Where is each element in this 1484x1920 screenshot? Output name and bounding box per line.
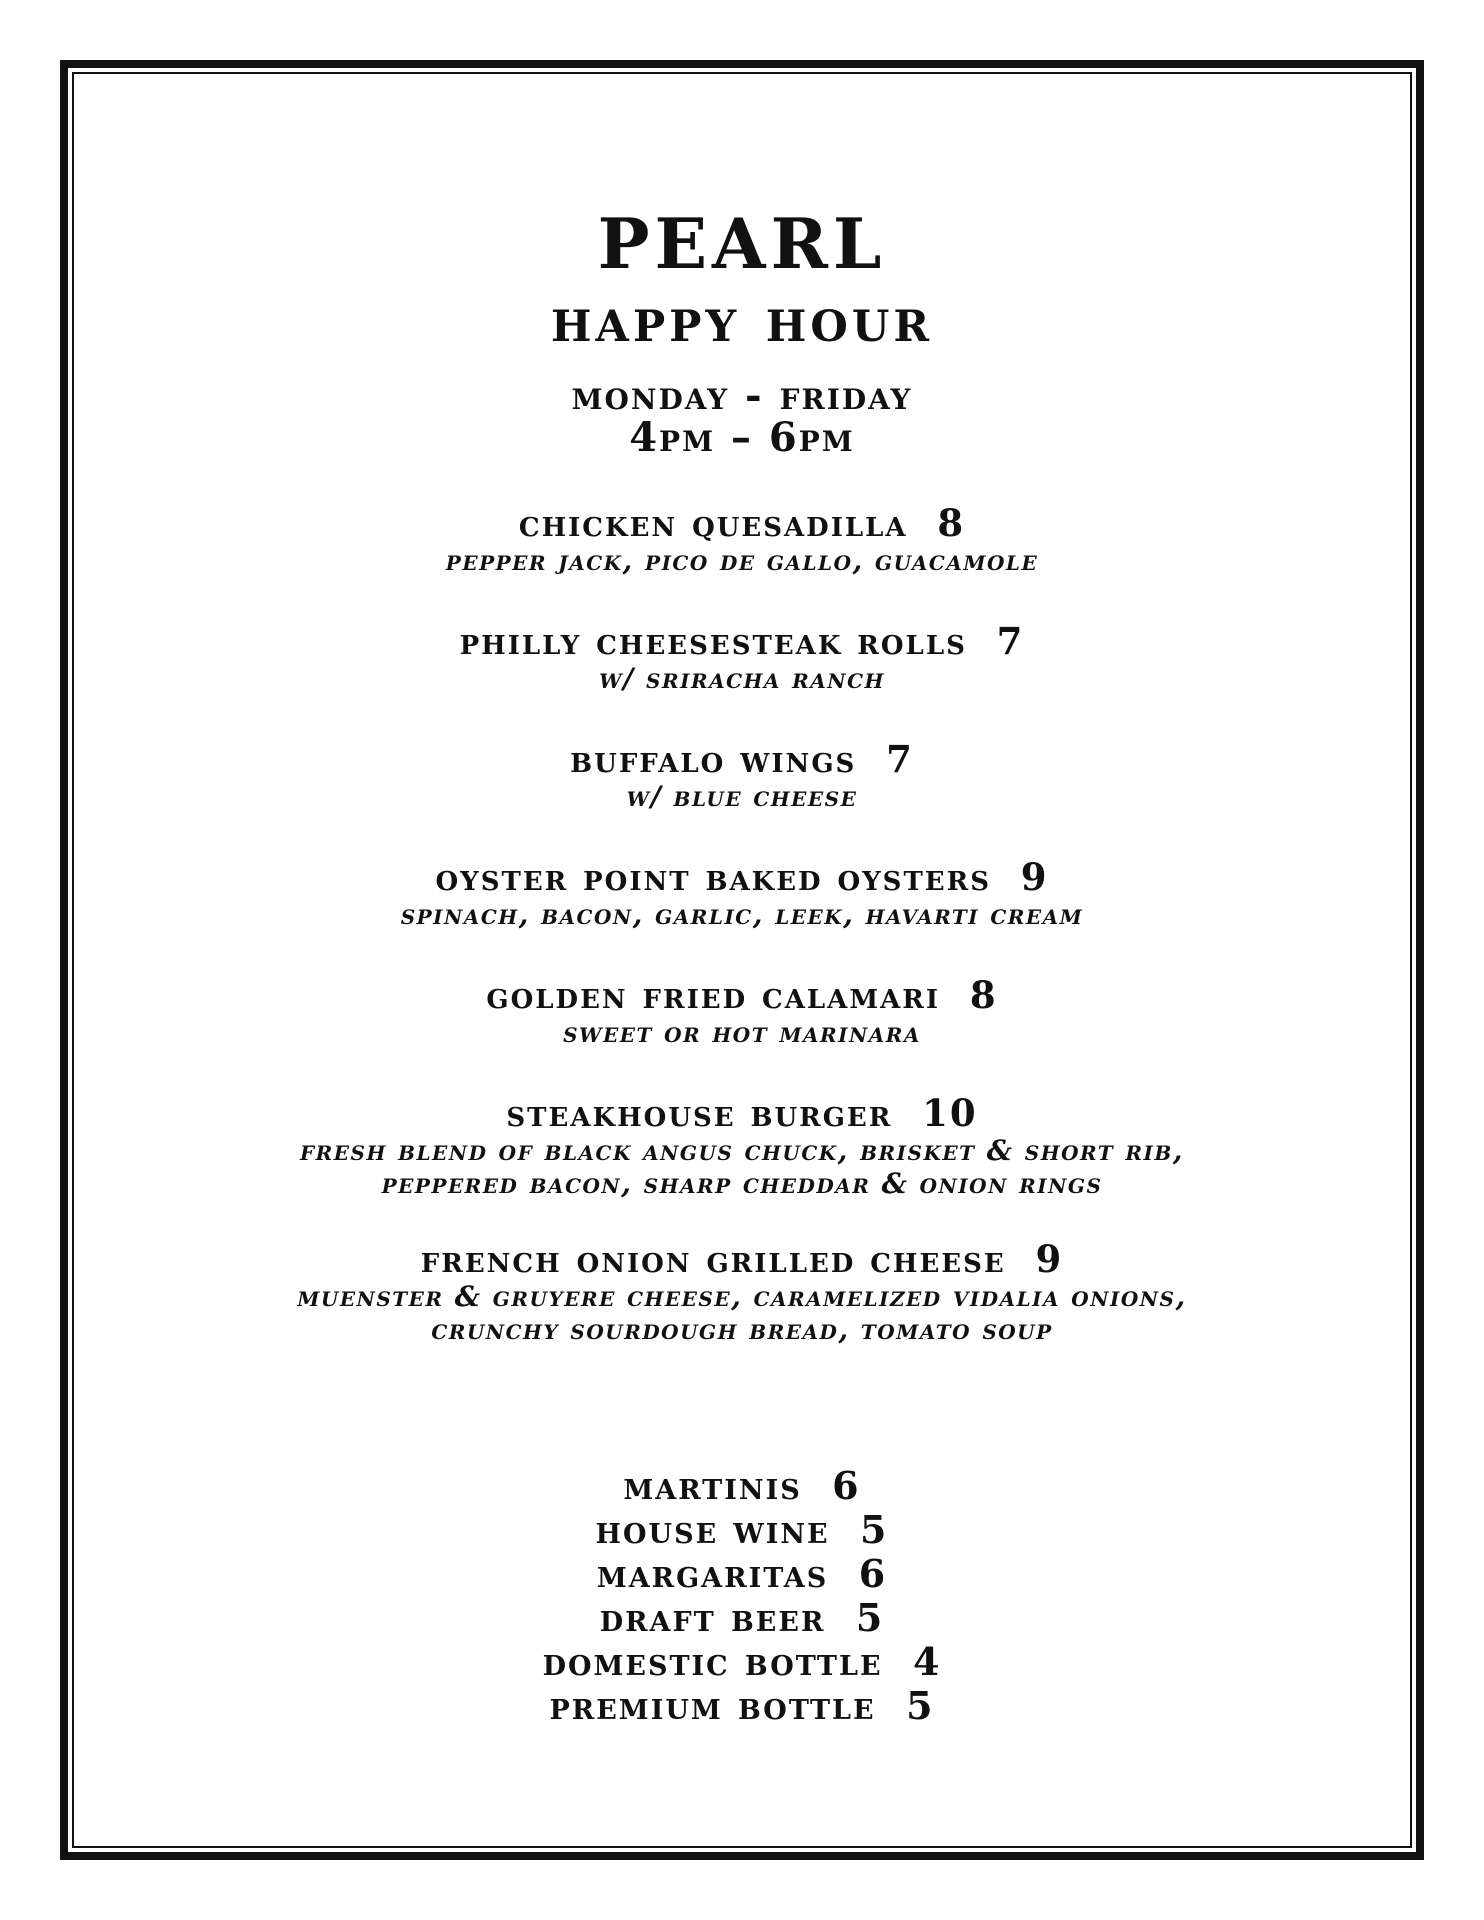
item-description: muenster & gruyere cheese, caramelized vidalia onions, [297, 1280, 1187, 1313]
item-description: w/ sriracha ranch [599, 662, 885, 695]
restaurant-name: pearl [597, 177, 887, 292]
menu-item [72, 1092, 1412, 1200]
item-name: steakhouse burger 10 [506, 1091, 978, 1135]
drink-item: margaritas 6 [596, 1551, 888, 1596]
drink-item: house wine 5 [595, 1507, 889, 1552]
days-text: monday - friday [571, 372, 913, 419]
drink-item: draft beer 5 [599, 1595, 885, 1640]
menu-item [72, 738, 1412, 813]
item-name: buffalo wings 7 [570, 737, 914, 781]
drink-item: domestic bottle 4 [542, 1639, 942, 1684]
item-description: crunchy sourdough bread, tomato soup [431, 1313, 1053, 1346]
item-description: peppered bacon, sharp cheddar & onion rings [381, 1167, 1103, 1200]
item-description: spinach, bacon, garlic, leek, havarti cream [400, 898, 1084, 931]
menu-item [72, 974, 1412, 1049]
menu-item [72, 1238, 1412, 1346]
item-description: pepper jack, pico de gallo, guacamole [445, 544, 1039, 577]
item-name: chicken quesadilla 8 [518, 501, 966, 545]
menu-item [72, 856, 1412, 931]
item-name: oyster point baked oysters 9 [435, 855, 1049, 899]
item-description: sweet or hot marinara [563, 1016, 921, 1049]
menu-item [72, 620, 1412, 695]
menu-title: happy hour [550, 283, 934, 356]
menu-item [72, 502, 1412, 577]
item-name: golden fried calamari 8 [486, 973, 998, 1017]
drinks-list [72, 1464, 1412, 1728]
hours-text: 4pm – 6pm [629, 414, 855, 461]
item-description: w/ blue cheese [626, 780, 858, 813]
item-name: french onion grilled cheese 9 [420, 1237, 1064, 1281]
item-name: philly cheesesteak rolls 7 [459, 619, 1025, 663]
drink-item: premium bottle 5 [549, 1683, 935, 1728]
item-description: fresh blend of black angus chuck, brisket & short rib, [299, 1134, 1185, 1167]
drink-item: martinis 6 [623, 1463, 861, 1508]
